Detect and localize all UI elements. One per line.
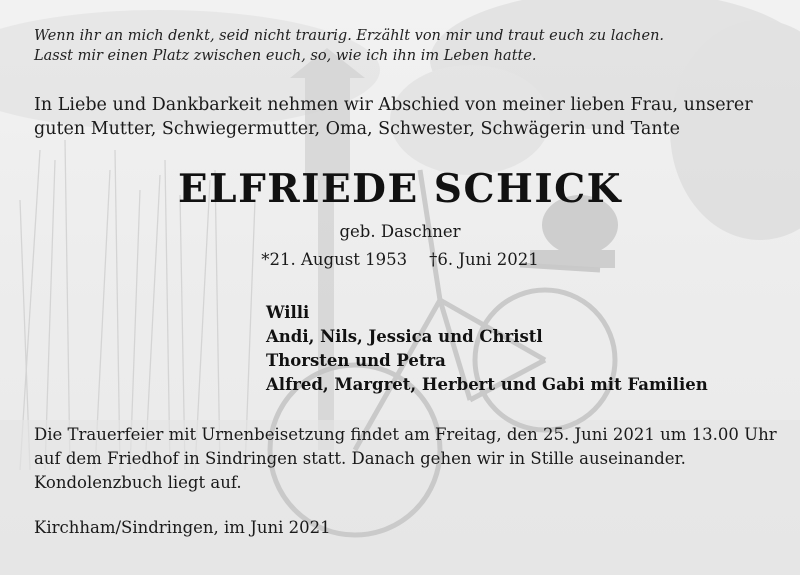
- ceremony-line-3: Kondolenzbuch liegt auf.: [34, 473, 242, 492]
- motto-line-2: Lasst mir einen Platz zwischen euch, so, wie ich ihn im Leben hatte.: [34, 48, 537, 64]
- place-and-date: Kirchham/Sindringen, im Juni 2021: [34, 518, 331, 537]
- mourner-line: Thorsten und Petra: [266, 351, 446, 370]
- death-date: †6. Juni 2021: [429, 250, 539, 269]
- ceremony-notice: [34, 423, 777, 495]
- ceremony-line-2: auf dem Friedhof in Sindringen statt. Danach gehen wir in Stille auseinander.: [34, 449, 686, 468]
- deceased-name: ELFRIEDE SCHICK: [177, 166, 623, 212]
- motto-line-1: Wenn ihr an mich denkt, seid nicht traurig. Erzählt von mir und traut euch zu lachen.: [34, 28, 665, 44]
- birth-name: geb. Daschner: [339, 222, 461, 241]
- intro-text: [34, 93, 753, 141]
- ceremony-line-1: Die Trauerfeier mit Urnenbeisetzung findet am Freitag, den 25. Juni 2021 um 13.00 Uhr: [34, 425, 777, 444]
- mourner-line: Willi: [266, 303, 310, 322]
- mourner-line: Andi, Nils, Jessica und Christl: [266, 327, 543, 346]
- life-dates: [0, 250, 800, 269]
- mourners-list: [266, 301, 708, 397]
- intro-line-1: In Liebe und Dankbarkeit nehmen wir Abschied von meiner lieben Frau, unserer: [34, 95, 753, 115]
- intro-line-2: guten Mutter, Schwiegermutter, Oma, Schwester, Schwägerin und Tante: [34, 119, 681, 139]
- birth-date: *21. August 1953: [261, 250, 408, 269]
- motto-quote: [34, 26, 664, 66]
- mourner-line: Alfred, Margret, Herbert und Gabi mit Familien: [266, 375, 708, 394]
